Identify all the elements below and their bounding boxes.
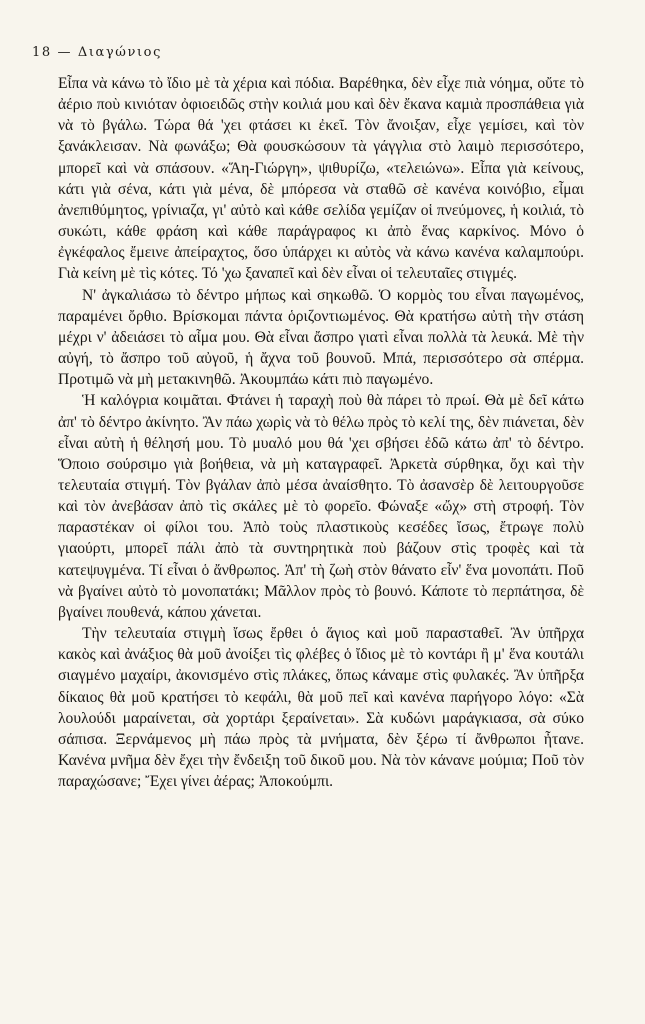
running-header — [32, 45, 162, 60]
paragraph-2: Ν' ἀγκαλιάσω τὸ δέντρο μήπως καὶ σηκωθῶ. Ὁ κορμὸς του εἶναι παγωμένος, παραμένει ὄρθιο. Βρίσκομαι πάντα ὁριζοντιωμένος. Θὰ κρατήσω αὐτὴ τὴν στάση μέχρι ν' ἀδειάσει τὸ αἷμα μου. Θὰ εἶναι ἄσπρο γιατὶ εἶναι πολλὰ τὰ λευκά. Μὲ τὴν αὐγή, τὸ ἄσπρο τοῦ αὐγοῦ, ἡ ἄχνα τοῦ βουνοῦ. Μπά, περισσότερο σὰ σπέρμα. Προτιμῶ νὰ μὴ μετακινηθῶ. Ἀκουμπάω κάτι πιὸ παγωμένο. — [58, 286, 584, 389]
body-text — [58, 73, 584, 792]
paragraph-3: Ἡ καλόγρια κοιμᾶται. Φτάνει ἡ ταραχὴ ποὺ θὰ πάρει τὸ πρωί. Θὰ μὲ δεῖ κάτω ἀπ' τὸ δέντρο ἀκίνητο. Ἂν πάω χωρὶς νὰ τὸ θέλω πρὸς τὸ κελί της, δὲν πιάνεται, δὲν εἶναι αὐτὴ ἡ θέλησή μου. Τὸ μυαλό μου θά 'χει σβήσει ἐδῶ κάτω ἀπ' τὸ δέντρο. Ὅποιο σούρσιμο γιὰ βοήθεια, νὰ μὴ καταγραφεῖ. Ἀρκετὰ σύρθηκα, ὄχι καὶ τὴν τελευταία στιγμή. Τὸν βγάλαν ἀπὸ μέσα ἀναίσθητο. Τὸ ἀσανσὲρ δὲ λειτουργοῦσε καὶ τὸν ἀνεβάσαν ἀπὸ τὶς σκάλες μὲ τὸ φορεῖο. Φώναξε «ὤχ» στὴ στροφή. Τὸν παραστέκαν οἱ φίλοι του. Ἀπὸ τοὺς πλαστικοὺς κεσέδες ἴσως, ἔτρωγε πολὺ γιαούρτι, μπορεῖ πάλι ἀπὸ τὰ συντηρητικὰ ποὺ βάζουν στὶς τροφὲς καὶ τὰ κατεψυγμένα. Τί εἶναι ὁ ἄνθρωπος. Ἀπ' τὴ ζωὴ στὸν θάνατο εἶν' ἕνα μονοπάτι. Ποῦ νὰ βγαίνει αὐτὸ τὸ μονοπατάκι; Μᾶλλον πρὸς τὸ βουνό. Κάποτε τὸ περπάτησα, δὲ βγαίνει πουθενά, κάπου χάνεται. — [58, 392, 584, 621]
page-number: 18 — [32, 45, 52, 60]
paragraph-4: Τὴν τελευταία στιγμὴ ἴσως ἔρθει ὁ ἅγιος καὶ μοῦ παρασταθεῖ. Ἂν ὑπῆρχα κακὸς καὶ ἀνάξιος θὰ μοῦ ἀνοίξει τὶς φλέβες ὁ ἴδιος μὲ τὸ κοντάρι ἢ μ' ἕνα κουτάλι σιαγμένο μαχαίρι, ἀκονισμένο στὶς πλάκες, ὅπως κάναμε στὶς φυλακές. Ἂν ὑπῆρξα δίκαιος θὰ μοῦ κρατήσει τὸ κεφάλι, θὰ μοῦ πεῖ καὶ κανένα παρήγορο λόγο: «Σὰ λουλούδι μαραίνεται, σὰ χορτάρι ξεραίνεται». Σὰ κυδώνι μαράγκιασα, σὰ σύκο σάπισα. Ξερνάμενος μὴ πάω πρὸς τὰ μνήματα, δὲν ξέρω τί ἄνθρωποι ἦτανε. Κανένα μνῆμα δὲν ἔχει τὴν ἔνδειξη τοῦ δικοῦ μου. Νὰ τὸν κάνανε μούμια; Ποῦ τὸν παραχώσανε; Ἔχει γίνει ἀέρας; Ἀποκούμπι. — [58, 625, 584, 791]
header-separator: — — [57, 45, 73, 60]
paragraph-1: Εἶπα νὰ κάνω τὸ ἴδιο μὲ τὰ χέρια καὶ πόδια. Βαρέθηκα, δὲν εἶχε πιὰ νόημα, οὔτε τὸ ἀέριο ποὺ κινιόταν ὀφιοειδῶς στὴν κοιλιά μου καὶ δὲν ἔκανα καμιὰ προσπάθεια γιὰ νὰ τὸ βγάλω. Τώρα θά 'χει φτάσει κι ἐκεῖ. Τὸν ἄνοιξαν, εἶχε γεμίσει, καὶ τὸν ξανάκλεισαν. Νὰ φωνάξω; Θὰ φουσκώσουν τὰ γάγγλια στὸ λαιμὸ περισσότερο, μπορεῖ καὶ νὰ σπάσουν. «Ἅη-Γιώργη», ψιθυρίζω, «τελειώνω». Εἶπα γιὰ κείνους, κάτι γιὰ σένα, κάτι γιὰ μένα, δὲ μπόρεσα νὰ σταθῶ σὲ κανένα κοινόβιο, εἶμαι ἀνεπιθύμητος, γρίνιαζα, γι' αὐτὸ καὶ κάθε σελίδα γεμίζαν οἱ πνεύμονες, ἡ κοιλιά, τὸ συκώτι, κάθε φράση καὶ κάθε παράγραφος κι ἀπὸ ἕνας καρκίνος. Μόνο ὁ ἐγκέφαλος ἔμεινε ἀπείραχτος, ὅσο ὑπάρχει κι αὐτὸς νὰ κάνω κανένα καλαμπούρι. Γιὰ κείνη μὲ τὶς κότες. Τό 'χω ξαναπεῖ καὶ δὲν εἶναι οἱ τελευταῖες στιγμές. — [58, 75, 584, 283]
running-title: Διαγώνιος — [77, 45, 162, 60]
